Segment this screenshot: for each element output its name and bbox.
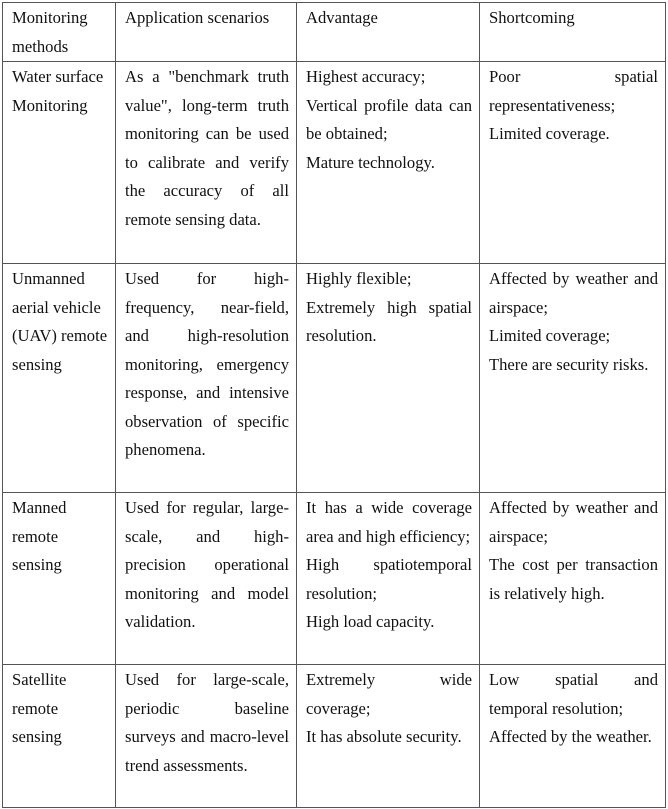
table-row <box>3 264 666 493</box>
shortcoming-item: Poor spatial representativeness; <box>489 67 658 115</box>
advantage-item: Extremely high spatial resolution. <box>306 297 472 345</box>
advantage-item: High spatiotemporal resolution; <box>306 555 472 603</box>
method-cell: Satellite remote sensing <box>3 665 116 808</box>
advantage-item: Vertical profile data can be obtained; <box>306 95 472 143</box>
table-row <box>3 665 666 808</box>
scenario-cell: Used for large-scale, periodic baseline surveys and macro-level trend assessments. <box>116 665 297 808</box>
header-application-scenarios: Application scenarios <box>116 3 297 62</box>
header-advantage: Advantage <box>297 3 480 62</box>
header-row <box>3 3 666 62</box>
shortcoming-item: Affected by weather and airspace; <box>489 498 658 546</box>
scenario-cell: Used for high-frequency, near-field, and high-resolution monitoring, emergency response, and intensive observation of specific phenomena. <box>116 264 297 493</box>
table-row <box>3 493 666 665</box>
advantage-cell <box>297 665 480 808</box>
scenario-cell: Used for regular, large-scale, and high-precision operational monitoring and model validation. <box>116 493 297 665</box>
shortcoming-item: The cost per transaction is relatively high. <box>489 555 658 603</box>
method-cell: Manned remote sensing <box>3 493 116 665</box>
method-cell: Water surface Monitoring <box>3 62 116 264</box>
method-cell: Unmanned aerial vehicle (UAV) remote sensing <box>3 264 116 493</box>
shortcoming-item: Affected by weather and airspace; <box>489 269 658 317</box>
advantage-item: Highest accuracy; <box>306 67 426 86</box>
header-shortcoming: Shortcoming <box>480 3 666 62</box>
shortcoming-cell <box>480 665 666 808</box>
advantage-item: It has a wide coverage area and high efficiency; <box>306 498 472 546</box>
advantage-cell <box>297 493 480 665</box>
shortcoming-item: There are security risks. <box>489 354 649 374</box>
shortcoming-cell <box>480 264 666 493</box>
shortcoming-item: Limited coverage. <box>489 124 610 143</box>
table-row <box>3 62 666 264</box>
advantage-item: High load capacity. <box>306 612 435 631</box>
shortcoming-item: Limited coverage; <box>489 326 611 345</box>
advantage-cell <box>297 264 480 493</box>
advantage-item: Extremely wide coverage; <box>306 670 472 718</box>
shortcoming-item: Low spatial and temporal resolution; <box>489 670 658 718</box>
comparison-table <box>2 2 666 808</box>
advantage-item: Highly flexible; <box>306 269 412 288</box>
shortcoming-cell <box>480 493 666 665</box>
scenario-cell: As a "benchmark truth value", long-term truth monitoring can be used to calibrate and verify the accuracy of all remote sensing data. <box>116 62 297 264</box>
shortcoming-item: Affected by the weather. <box>489 727 652 746</box>
header-monitoring-methods: Monitoring methods <box>3 3 116 62</box>
shortcoming-cell <box>480 62 666 264</box>
advantage-cell <box>297 62 480 264</box>
advantage-item: Mature technology. <box>306 152 435 172</box>
advantage-item: It has absolute security. <box>306 727 462 746</box>
